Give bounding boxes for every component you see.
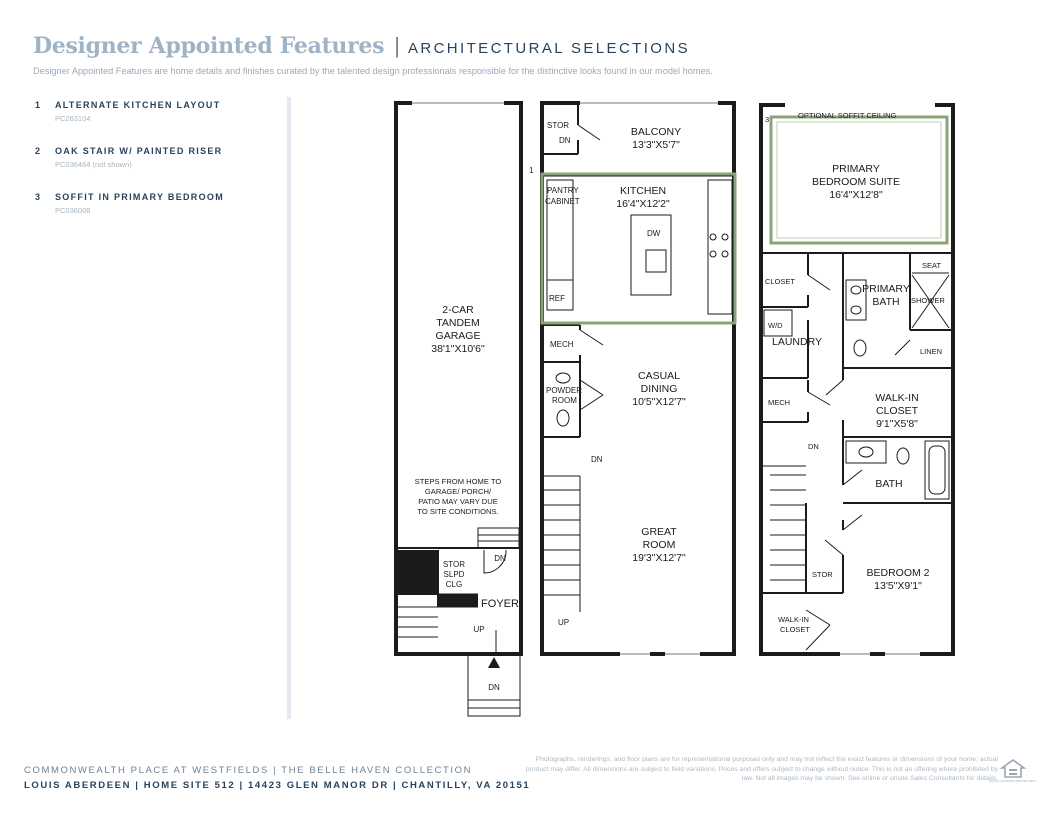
walkin-closet2-label-2: CLOSET bbox=[780, 625, 811, 634]
main-up-label: UP bbox=[558, 618, 570, 627]
bedroom2-label: BEDROOM 2 bbox=[866, 567, 930, 579]
walkin-closet-label-2: CLOSET bbox=[875, 405, 919, 417]
pantry-label-1: PANTRY bbox=[547, 186, 579, 195]
marker-3: 3 bbox=[765, 115, 770, 124]
linen-label: LINEN bbox=[920, 347, 943, 356]
bedroom2-dimensions: 13'5"X9'1" bbox=[874, 580, 922, 592]
stor-slpd-1: STOR bbox=[442, 560, 466, 569]
garage-label-3: GARAGE bbox=[435, 330, 481, 342]
walkin-closet-dimensions: 9'1"X5'8" bbox=[876, 418, 918, 430]
great-room-dimensions: 19'3"X12'7" bbox=[632, 552, 686, 564]
balcony-label: BALCONY bbox=[630, 126, 682, 138]
header-description: Designer Appointed Features are home details and finishes curated by the talented design professionals responsible for the distinctive looks found in our model homes. bbox=[33, 66, 713, 76]
steps-note-4: TO SITE CONDITIONS. bbox=[417, 507, 499, 516]
lower-dn-label: DN bbox=[494, 554, 506, 563]
feature-title: ALTERNATE KITCHEN LAYOUT bbox=[55, 100, 221, 110]
upper-mech-label: MECH bbox=[768, 398, 791, 407]
upper-stor-label: STOR bbox=[812, 570, 833, 579]
seat-label: SEAT bbox=[922, 261, 942, 270]
kitchen-label: KITCHEN bbox=[619, 185, 667, 197]
feature-code: PC263104 bbox=[55, 114, 91, 123]
upper-dn-label: DN bbox=[808, 442, 819, 451]
title-separator: | bbox=[394, 33, 400, 58]
primary-suite-dimensions: 16'4"X12'8" bbox=[829, 189, 883, 201]
casual-dining-label-1: CASUAL bbox=[637, 370, 681, 382]
marker-1: 1 bbox=[529, 166, 534, 175]
primary-suite-label-1: PRIMARY bbox=[832, 163, 880, 175]
feature-title: SOFFIT IN PRIMARY BEDROOM bbox=[55, 192, 225, 202]
feature-number: 3 bbox=[35, 192, 41, 202]
bath-label: BATH bbox=[875, 478, 903, 490]
page-title bbox=[33, 33, 690, 59]
equal-housing-text: EQUAL HOUSING OPPORTUNITY bbox=[989, 779, 1037, 783]
wd-label: W/D bbox=[768, 321, 783, 330]
footer-info bbox=[24, 763, 530, 793]
primary-bath-label-1: PRIMARY bbox=[862, 283, 910, 295]
steps-note-2: GARAGE/ PORCH/ bbox=[424, 487, 492, 496]
feature-code: PC036008 bbox=[55, 206, 91, 215]
pantry-label-2: CABINET bbox=[545, 197, 580, 206]
garage-dimensions: 38'1"X10'6" bbox=[431, 343, 485, 355]
powder-label-2: ROOM bbox=[552, 396, 577, 405]
stor-slpd-2: SLPD bbox=[443, 570, 465, 579]
stor-label: STOR bbox=[547, 121, 570, 130]
walkin-closet2-label-1: WALK-IN bbox=[778, 615, 809, 624]
title-subtitle: ARCHITECTURAL SELECTIONS bbox=[407, 40, 691, 57]
feature-number: 1 bbox=[35, 100, 41, 110]
closet-label: CLOSET bbox=[765, 277, 796, 286]
soffit-label: OPTIONAL SOFFIT CEILING bbox=[798, 111, 897, 120]
divider-line bbox=[287, 97, 291, 719]
garage-label-1: 2-CAR bbox=[442, 304, 474, 316]
balcony-dimensions: 13'3"X5'7" bbox=[632, 139, 680, 151]
footer-line-1: COMMONWEALTH PLACE AT WESTFIELDS | THE BELLE HAVEN COLLECTION bbox=[24, 765, 473, 776]
ref-label: REF bbox=[549, 294, 565, 303]
primary-bath-label-2: BATH bbox=[872, 296, 900, 308]
mech-label: MECH bbox=[550, 340, 574, 349]
casual-dining-label-2: DINING bbox=[640, 383, 678, 395]
lower-up-label: UP bbox=[473, 625, 485, 634]
footer-disclaimer: Photographs, renderings, and floor plans are for representational purposes only and may not reflect the exact features or dimensions of your home; actual product may differ. All dimensions are subject to field variations. Prices and offers subject to change without notice. This is not an offering where prohibited by law. Not all images may be shown. See online or onsite Sales Consultants for details. bbox=[525, 756, 998, 782]
casual-dining-dimensions: 10'5"X12'7" bbox=[632, 396, 686, 408]
feature-title: OAK STAIR W/ PAINTED RISER bbox=[55, 146, 223, 156]
stoop-dn-label: DN bbox=[488, 683, 500, 692]
walkin-closet-label-1: WALK-IN bbox=[875, 392, 919, 404]
powder-label-1: POWDER bbox=[546, 386, 582, 395]
shower-label: SHOWER bbox=[911, 296, 945, 305]
kitchen-dimensions: 16'4"X12'2" bbox=[616, 198, 670, 210]
great-room-label-2: ROOM bbox=[642, 539, 676, 551]
equal-housing-icon bbox=[989, 757, 1037, 783]
title-main: Designer Appointed Features bbox=[33, 33, 385, 59]
floor-plans bbox=[380, 94, 980, 724]
stor-slpd-3: CLG bbox=[445, 580, 463, 589]
feature-code: PC036464 (not shown) bbox=[55, 160, 132, 169]
foyer-label: FOYER bbox=[481, 598, 519, 610]
main-dn-label: DN bbox=[559, 136, 571, 145]
great-room-label-1: GREAT bbox=[641, 526, 677, 538]
garage-label-2: TANDEM bbox=[436, 317, 480, 329]
footer-line-2: LOUIS ABERDEEN | HOME SITE 512 | 14423 GLEN MANOR DR | CHANTILLY, VA 20151 bbox=[24, 780, 531, 791]
steps-note-3: PATIO MAY VARY DUE bbox=[418, 497, 498, 506]
dw-label: DW bbox=[647, 229, 661, 238]
laundry-label: LAUNDRY bbox=[772, 336, 822, 348]
feature-number: 2 bbox=[35, 146, 41, 156]
main-dn-label-2: DN bbox=[591, 455, 603, 464]
primary-suite-label-2: BEDROOM SUITE bbox=[811, 176, 901, 188]
steps-note-1: STEPS FROM HOME TO bbox=[414, 477, 502, 486]
